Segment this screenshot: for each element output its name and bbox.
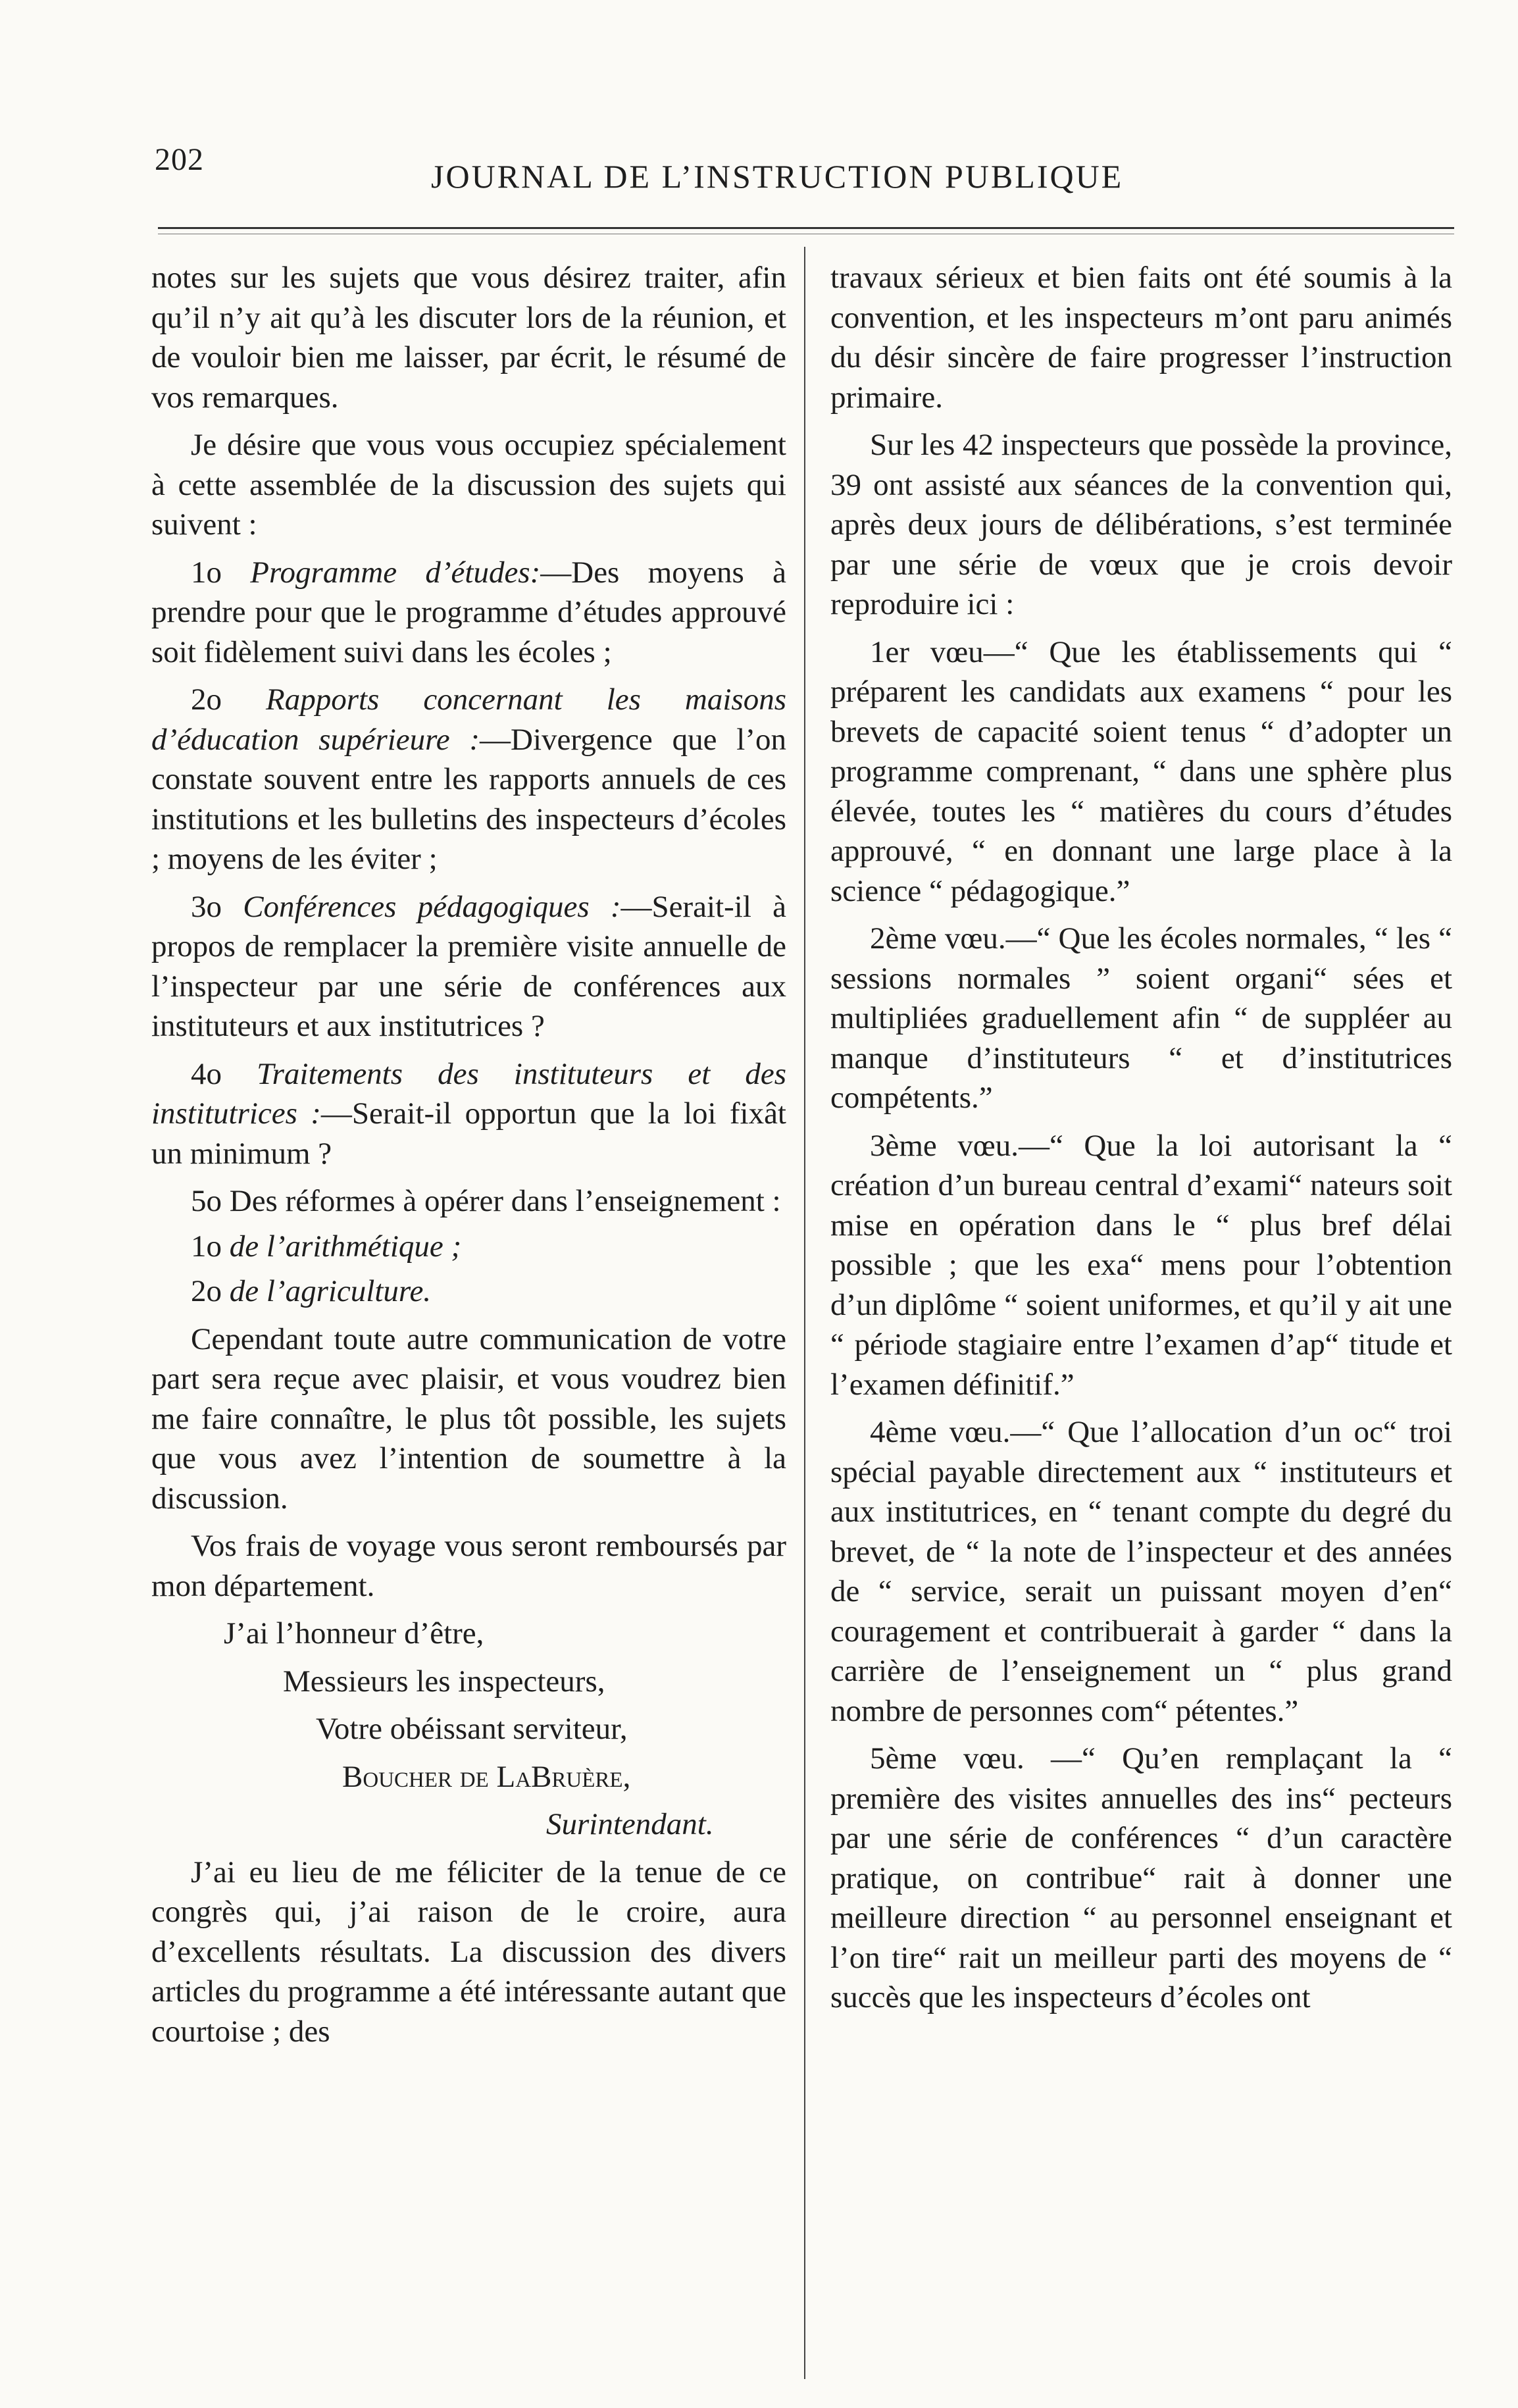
agenda-item-3-text: —Serait-il à propos de remplacer la première visite annuelle de l’inspecteur par une série de conférences aux instituteurs et aux institutrices ? (151, 889, 786, 1043)
vow-5 (830, 1739, 1452, 2018)
agenda-item-3 (151, 887, 786, 1046)
agenda-sub-item-2 (151, 1271, 786, 1312)
vow-4-text: “ Que l’allocation d’un oc“ troi spécial payable directement aux “ instituteurs et aux institutrices, en “ tenant compte du degré du brevet, de “ la note de l’inspecteur et des années de “ service, serait un puissant moyen d’en“ couragement et contribuerait à garder “ dans la carrière de l’enseignement un “ plus grand nombre de personnes com“ pétentes.” (830, 1415, 1452, 1728)
vow-4 (830, 1412, 1452, 1731)
column-divider (804, 247, 805, 2379)
vow-1-text: “ Que les établissements qui “ préparent les candidats aux examens “ pour les brevets de capacité soient tenus “ d’adopter un programme comprenant, “ dans une sphère plus élevée, toutes les “ matières du cours d’études approuvé, “ en donnant une large place à la science “ pédagogique.” (830, 634, 1452, 908)
agenda-item-1 (151, 553, 786, 673)
signature: Boucher de LaBruère, (342, 1759, 631, 1794)
agenda-item-4 (151, 1054, 786, 1174)
agenda-item-1-title: Programme d’études: (250, 555, 541, 590)
agenda-item-4-text: —Serait-il opportun que la loi fixât un minimum ? (151, 1096, 786, 1171)
agenda-sub-item-1-text: de l’arithmétique ; (229, 1229, 462, 1264)
right-paragraph-2: Sur les 42 inspecteurs que possède la province, 39 ont assisté aux séances de la convention qui, après deux jours de délibérations, s’est terminée par une série de vœux que je crois devoir reproduire ici : (830, 428, 1452, 621)
signature-title: Surintendant. (546, 1807, 714, 1841)
vow-1 (830, 632, 1452, 911)
agenda-item-2-text: —Divergence que l’on constate souvent entre les rapports annuels de ces institutions et les bulletins des inspecteurs d’écoles ; moyens de les éviter ; (151, 722, 786, 876)
agenda-sub-item-2-text: de l’agriculture. (229, 1274, 432, 1308)
running-title: JOURNAL DE L’INSTRUCTION PUBLIQUE (431, 158, 1124, 195)
closing-line-3: Votre obéissant serviteur, (316, 1712, 628, 1746)
agenda-item-3-title: Conférences pédagogiques : (243, 889, 621, 924)
agenda-item-2-title: Rapports concernant les maisons d’éducation supérieure : (151, 682, 786, 757)
agenda-item-1-text: —Des moyens à prendre pour que le programme d’études approuvé soit fidèlement suivi dans les écoles ; (151, 555, 786, 669)
agenda-sub-item-1 (151, 1227, 786, 1267)
vow-1-label: 1er vœu— (870, 634, 1015, 669)
agenda-item-5: 5o Des réformes à opérer dans l’enseignement : (191, 1184, 781, 1218)
left-paragraph-3: Cependant toute autre communication de votre part sera reçue avec plaisir, et vous voudrez bien me faire connaître, le plus tôt possible, les sujets que vous avez l’intention de soumettre à la discussion. (151, 1321, 786, 1516)
closing-line-1: J’ai l’honneur d’être, (224, 1616, 484, 1651)
left-paragraph-1: notes sur les sujets que vous désirez traiter, afin qu’il n’y ait qu’à les discuter lors de la réunion, et de vouloir bien me laisser, par écrit, le résumé de vos remarques. (151, 261, 786, 415)
right-column (830, 258, 1452, 2377)
closing-line-2: Messieurs les inspecteurs, (283, 1664, 605, 1699)
agenda-item-4-title: Traitements des instituteurs et des institutrices : (151, 1056, 786, 1131)
vow-2-text: “ Que les écoles normales, “ les “ sessions normales ” soient organi“ sées et multipliées graduellement afin “ de suppléer au manque d’instituteurs “ et d’institutrices compétents.” (830, 921, 1452, 1115)
agenda-item-2 (151, 680, 786, 879)
agenda-sub-item-1-number: 1o (191, 1229, 222, 1264)
page-header (155, 141, 1464, 201)
vow-2 (830, 919, 1452, 1118)
vow-5-label: 5ème vœu. — (870, 1741, 1082, 1776)
vow-3-label: 3ème vœu.— (870, 1128, 1050, 1163)
left-paragraph-5: J’ai eu lieu de me féliciter de la tenue de ce congrès qui, j’ai raison de le croire, aura d’excellents résultats. La discussion des divers articles du programme a été intéressante autant que courtoise ; des (151, 1855, 786, 2049)
vow-5-text: “ Qu’en remplaçant la “ première des visites annuelles des ins“ pecteurs par une série de conférences “ d’un caractère pratique, on contribue“ rait à donner une meilleure direction “ au personnel enseignant et l’on tire“ rait un meilleur parti des moyens de “ succès que les inspecteurs d’écoles ont (830, 1741, 1452, 2014)
right-paragraph-1: travaux sérieux et bien faits ont été soumis à la convention, et les inspecteurs m’ont paru animés du désir sincère de faire progresser l’instruction primaire. (830, 261, 1452, 415)
agenda-sub-item-2-number: 2o (191, 1274, 222, 1308)
agenda-item-3-number: 3o (191, 889, 222, 924)
vow-4-label: 4ème vœu.— (870, 1415, 1042, 1449)
left-paragraph-2: Je désire que vous vous occupiez spécialement à cette assemblée de la discussion des sujets qui suivent : (151, 428, 786, 542)
agenda-item-2-number: 2o (191, 682, 222, 717)
agenda-item-4-number: 4o (191, 1056, 222, 1091)
vow-3 (830, 1126, 1452, 1405)
page-number: 202 (155, 142, 204, 177)
left-paragraph-4: Vos frais de voyage vous seront remboursés par mon département. (151, 1529, 786, 1603)
agenda-item-1-number: 1o (191, 555, 222, 590)
vow-3-text: “ Que la loi autorisant la “ création d’un bureau central d’exami“ nateurs soit mise en opération dans le “ plus bref délai possible ; que les exa“ mens pour l’obtention d’un diplôme “ soient uniformes, et qu’il y ait une “ période stagiaire entre l’examen d’ap“ titude et l’examen définitif.” (830, 1128, 1452, 1402)
header-rule (158, 227, 1454, 229)
vow-2-label: 2ème vœu.— (870, 921, 1037, 956)
left-column (151, 258, 786, 2377)
